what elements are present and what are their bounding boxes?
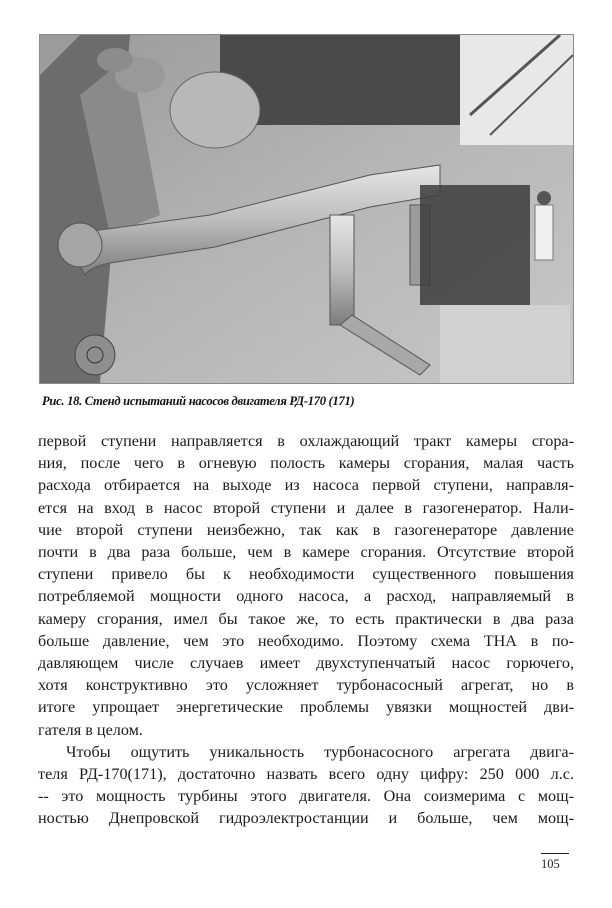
text-line: камеру сгорания, имел бы такое же, то есть практически в два раза bbox=[38, 609, 574, 628]
text-line: -- это мощность турбины этого двигателя. Она соизмерима с мощ- bbox=[38, 787, 574, 806]
text-line: ется на вход в насос второй ступени и далее в газогенератор. Нали- bbox=[38, 498, 574, 517]
figure-caption: Рис. 18. Стенд испытаний насосов двигателя РД-170 (171) bbox=[42, 394, 355, 408]
text-line: потребляемой мощности одного насоса, а расход, направляемый в bbox=[38, 587, 574, 606]
text-line: ния, после чего в огневую полость камеры сгорания, малая часть bbox=[38, 454, 574, 473]
text-line: Чтобы ощутить уникальность турбонасосного агрегата двига- bbox=[66, 742, 574, 761]
figure-photo bbox=[39, 34, 574, 384]
paragraph bbox=[38, 741, 574, 830]
page-number: 105 bbox=[541, 857, 560, 871]
text-line: чие второй ступени неизбежно, так как в газогенераторе давление bbox=[38, 520, 574, 539]
text-line: ступени привело бы к необходимости существенного повышения bbox=[38, 565, 574, 584]
text-line: теля РД-170(171), достаточно назвать всего одну цифру: 250 000 л.с. bbox=[38, 765, 574, 784]
text-line: хотя конструктивно это усложняет турбонасосный агрегат, но в bbox=[38, 676, 574, 695]
text-line: ностью Днепровской гидроэлектростанции и больше, чем мощ- bbox=[38, 809, 574, 828]
text-line: почти в два раза больше, чем в камере сгорания. Отсутствие второй bbox=[38, 543, 574, 562]
text-line: итоге упрощает энергетические проблемы увязки мощностей дви- bbox=[38, 698, 574, 717]
text-line: давляющем числе случаев имеет двухступенчатый насос горючего, bbox=[38, 654, 574, 673]
text-line: расхода отбирается на выходе из насоса первой ступени, направля- bbox=[38, 476, 574, 495]
body-text bbox=[38, 430, 574, 830]
paragraph bbox=[38, 430, 574, 741]
page-number-rule bbox=[541, 853, 569, 854]
text-line: больше давление, чем это необходимо. Поэтому схема ТНА в по- bbox=[38, 631, 574, 650]
text-line: гателя в целом. bbox=[38, 720, 143, 739]
text-line: первой ступени направляется в охлаждающий тракт камеры сгора- bbox=[38, 432, 574, 450]
test-stand-photo-icon bbox=[40, 35, 573, 383]
